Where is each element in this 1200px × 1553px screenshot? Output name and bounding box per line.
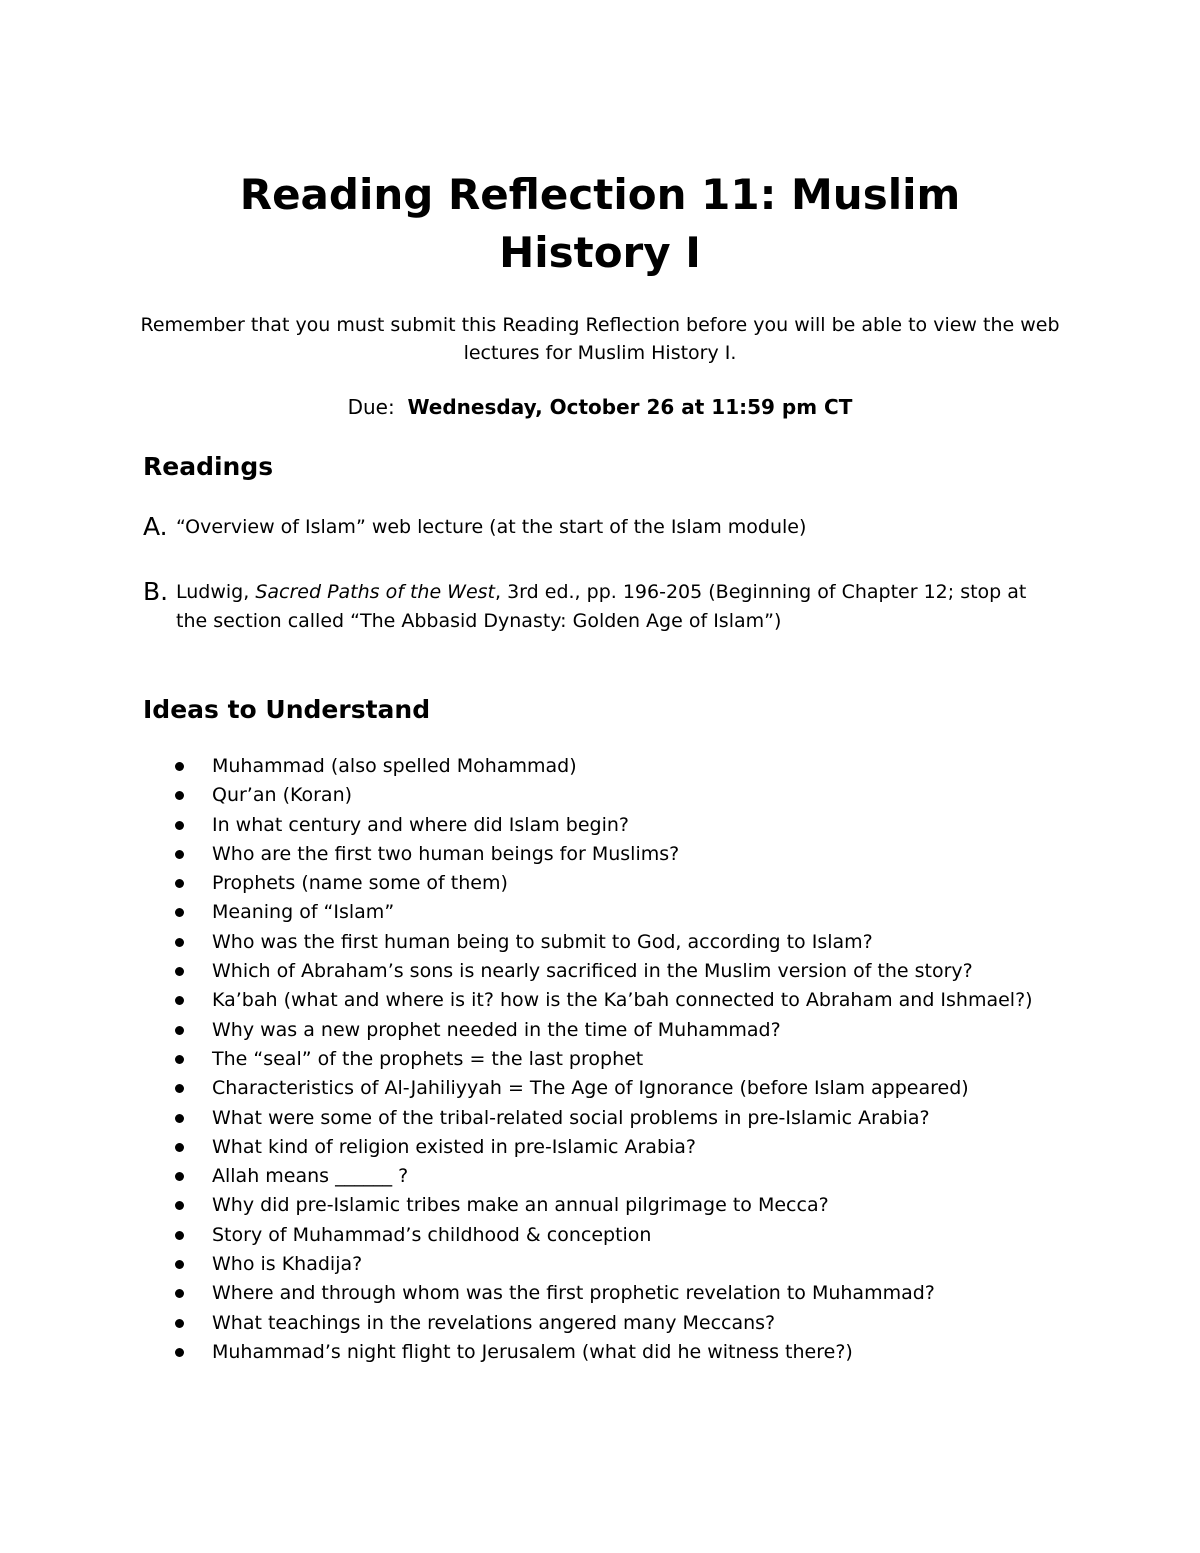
page-title <box>0 166 1200 282</box>
list-item <box>175 811 1055 840</box>
list-item-text: Who are the first two human beings for Muslims? <box>212 842 680 865</box>
list-item <box>175 1133 1055 1162</box>
bullet-icon <box>175 938 184 947</box>
list-item-text: Who was the first human being to submit to God, according to Islam? <box>212 930 873 953</box>
list-item-text: Qur’an (Koran) <box>212 784 353 807</box>
list-item <box>175 1338 1055 1367</box>
list-item <box>175 1162 1055 1191</box>
list-item <box>175 1309 1055 1338</box>
list-item <box>175 957 1055 986</box>
list-item <box>175 1279 1055 1308</box>
list-item-text: Ka’bah (what and where is it? how is the Ka’bah connected to Abraham and Ishmael?) <box>212 989 1033 1012</box>
reading-text-b <box>176 578 1063 636</box>
list-item-text: Why did pre-Islamic tribes make an annual pilgrimage to Mecca? <box>212 1194 829 1217</box>
list-item-text: Prophets (name some of them) <box>212 872 508 895</box>
bullet-icon <box>175 791 184 800</box>
list-item-text: Where and through whom was the first prophetic revelation to Muhammad? <box>212 1282 935 1305</box>
reading-letter-b: B. <box>143 577 169 606</box>
bullet-icon <box>175 1201 184 1210</box>
list-item <box>175 928 1055 957</box>
list-item-text: Muhammad’s night flight to Jerusalem (what did he witness there?) <box>212 1340 853 1363</box>
bullet-icon <box>175 1114 184 1123</box>
list-item-text: Which of Abraham’s sons is nearly sacrificed in the Muslim version of the story? <box>212 960 973 983</box>
bullet-icon <box>175 850 184 859</box>
bullet-icon <box>175 1172 184 1181</box>
bullet-icon <box>175 967 184 976</box>
list-item-text: What kind of religion existed in pre-Islamic Arabia? <box>212 1135 697 1158</box>
list-item <box>175 869 1055 898</box>
reading-book-title: Sacred Paths of the West <box>255 581 496 603</box>
bullet-icon <box>175 1348 184 1357</box>
list-item-text: The “seal” of the prophets = the last prophet <box>212 1047 644 1070</box>
list-item <box>175 986 1055 1015</box>
list-item <box>175 1250 1055 1279</box>
list-item-text: What teachings in the revelations angered many Meccans? <box>212 1311 776 1334</box>
reading-item-b <box>143 578 1063 636</box>
list-item-text: Meaning of “Islam” <box>212 901 395 924</box>
list-item-text: Who is Khadija? <box>212 1253 363 1276</box>
bullet-icon <box>175 1289 184 1298</box>
list-item-text: Muhammad (also spelled Mohammad) <box>212 755 577 777</box>
ideas-list <box>175 752 1055 1367</box>
bullet-icon <box>175 879 184 888</box>
list-item <box>175 840 1055 869</box>
list-item-text: Allah means ______ ? <box>212 1165 409 1188</box>
reading-author: Ludwig, <box>176 581 250 603</box>
reading-text-a: “Overview of Islam” web lecture (at the start of the Islam module) <box>176 516 807 538</box>
bullet-icon <box>175 762 184 771</box>
due-date: Wednesday, October 26 at 11:59 pm CT <box>407 395 853 419</box>
list-item-text: Story of Muhammad’s childhood & conception <box>212 1223 652 1246</box>
ideas-heading: Ideas to Understand <box>143 695 431 724</box>
list-item <box>175 1221 1055 1250</box>
list-item <box>175 1045 1055 1074</box>
list-item <box>175 752 1055 781</box>
list-item-text: Why was a new prophet needed in the time of Muhammad? <box>212 1018 781 1041</box>
bullet-icon <box>175 908 184 917</box>
due-label: Due: <box>347 395 395 419</box>
due-line <box>0 393 1200 421</box>
bullet-icon <box>175 1084 184 1093</box>
list-item <box>175 781 1055 810</box>
bullet-icon <box>175 1055 184 1064</box>
reading-details: , 3rd ed., pp. 196-205 (Beginning of Chapter 12; stop at the section called “The Abbasid Dynasty: Golden Age of Islam”) <box>176 581 1027 632</box>
page-title-line-1: Reading Reflection 11: Muslim <box>239 170 961 219</box>
bullet-icon <box>175 1260 184 1269</box>
bullet-icon <box>175 821 184 830</box>
reading-item-a <box>143 513 1063 542</box>
list-item <box>175 1016 1055 1045</box>
list-item <box>175 1074 1055 1103</box>
list-item <box>175 1191 1055 1220</box>
page-title-line-2: History I <box>499 228 701 277</box>
bullet-icon <box>175 1026 184 1035</box>
readings-heading: Readings <box>143 452 274 481</box>
bullet-icon <box>175 996 184 1005</box>
list-item-text: In what century and where did Islam begin? <box>212 813 629 836</box>
bullet-icon <box>175 1231 184 1240</box>
bullet-icon <box>175 1143 184 1152</box>
list-item-text: What were some of the tribal-related social problems in pre-Islamic Arabia? <box>212 1106 930 1129</box>
bullet-icon <box>175 1319 184 1328</box>
list-item <box>175 898 1055 927</box>
reading-letter-a: A. <box>143 512 168 541</box>
list-item-text: Characteristics of Al-Jahiliyyah = The Age of Ignorance (before Islam appeared) <box>212 1077 969 1100</box>
intro-paragraph: Remember that you must submit this Reading Reflection before you will be able to view the web lectures for Muslim History I. <box>140 314 1060 364</box>
list-item <box>175 1104 1055 1133</box>
